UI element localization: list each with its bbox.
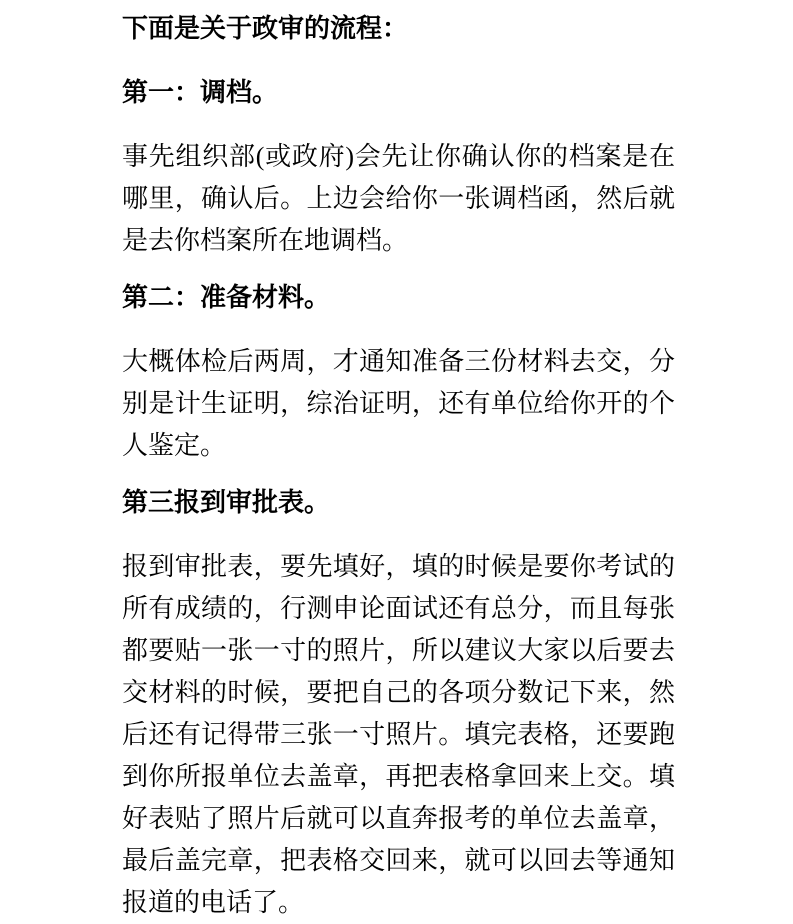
- step1-heading: 第一：调档。: [122, 78, 279, 107]
- document-body: [122, 8, 675, 924]
- step2-paragraph: 大概体检后两周，才通知准备三份材料去交，分别是计生证明，综治证明，还有单位给你开的个人鉴定。: [122, 347, 675, 460]
- step3-paragraph: 报到审批表，要先填好，填的时候是要你考试的所有成绩的，行测申论面试还有总分，而且每张都要贴一张一寸的照片，所以建议大家以后要去交材料的时候，要把自己的各项分数记下来，然后还有记得带三张一寸照片。填完表格，还要跑到你所报单位去盖章，再把表格拿回来上交。填好表贴了照片后就可以直奔报考的单位去盖章，最后盖完章，把表格交回来，就可以回去等通知报道的电话了。: [122, 552, 675, 917]
- step3-heading: 第三报到审批表。: [122, 488, 331, 517]
- step1-paragraph: 事先组织部(或政府)会先让你确认你的档案是在哪里，确认后。上边会给你一张调档函，然后就是去你档案所在地调档。: [122, 142, 675, 255]
- intro-heading: 下面是关于政审的流程：: [122, 14, 409, 43]
- step2-heading: 第二：准备材料。: [122, 283, 331, 312]
